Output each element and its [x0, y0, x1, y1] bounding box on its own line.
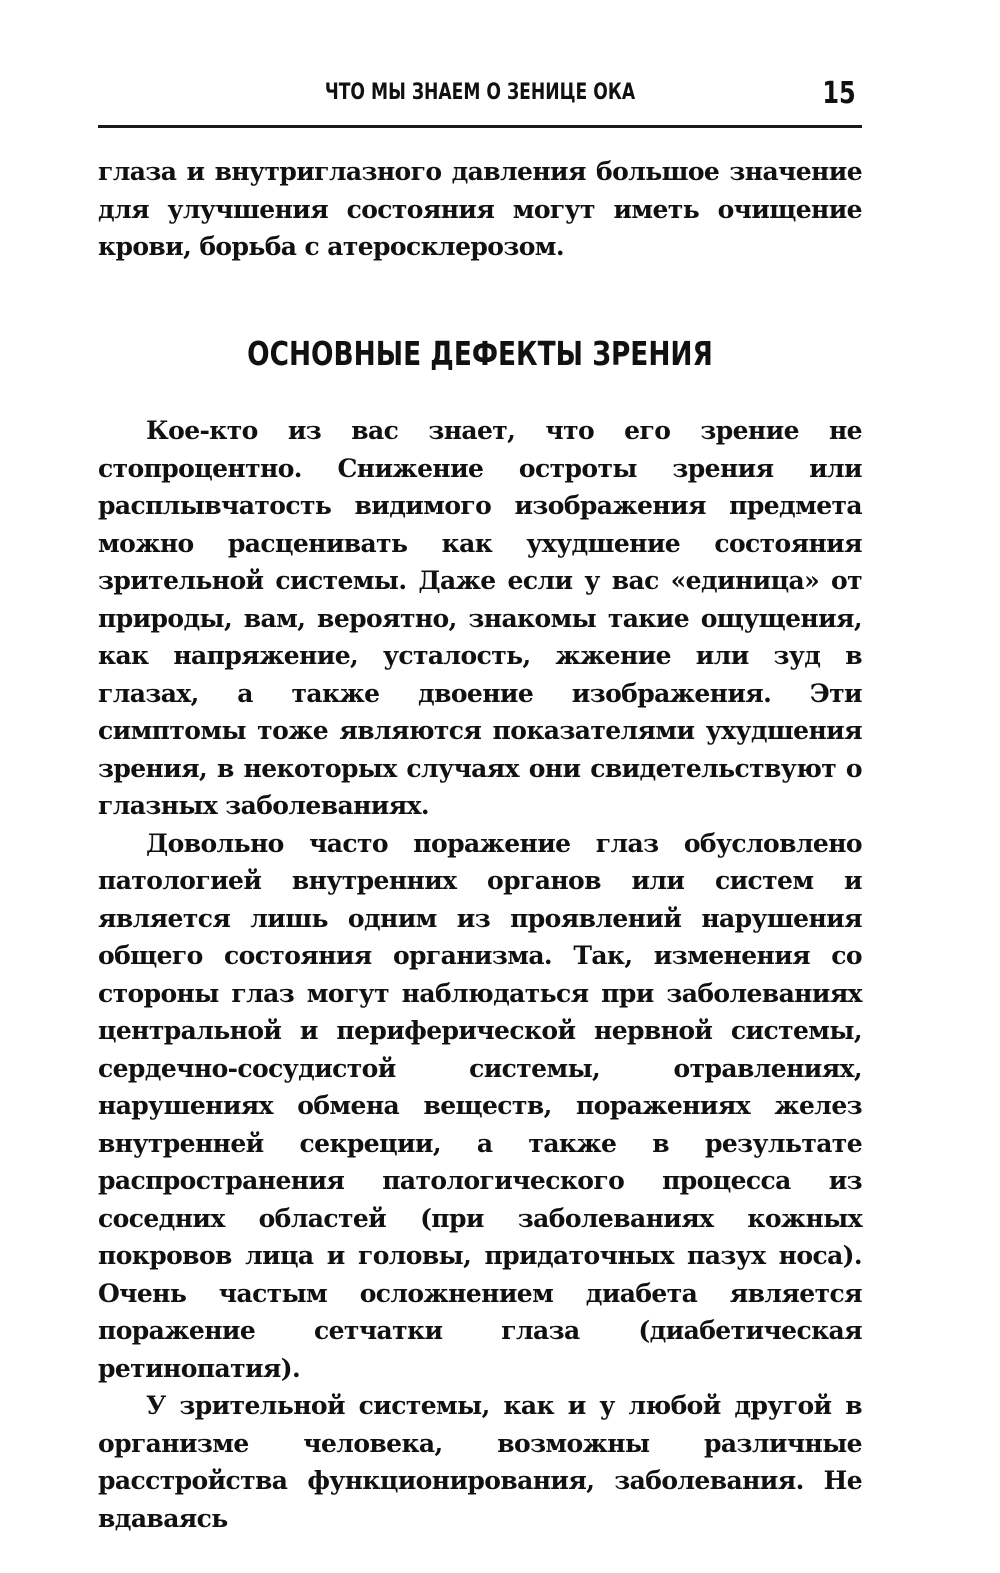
paragraph-1: Кое-кто из вас знает, что его зрение не стопроцентно. Снижение остроты зрения или расплывчатость видимого изображения предмета можно расценивать как ухудшение состояния зрительной системы. Даже если у вас «единица» от природы, вам, вероятно, знакомы такие ощущения, как напряжение, усталость, жжение или зуд в глазах, а также двоение изображения. Эти симптомы тоже являются показателями ухудшения зрения, в некоторых случаях они свидетельствуют о глазных заболеваниях. [98, 416, 862, 820]
continuation-text [98, 153, 862, 266]
paragraph-2: Довольно часто поражение глаз обусловлено патологией внутренних органов или систем и является лишь одним из проявлений нарушения общего состояния организма. Так, изменения со стороны глаз могут наблюдаться при заболеваниях центральной и периферической нервной системы, сердечно-сосудистой системы, отравлениях, нарушениях обмена веществ, поражениях желез внутренней секреции, а также в результате распространения патологического процесса из соседних областей (при заболеваниях кожных покровов лица и головы, придаточных пазух носа). Очень частым осложнением диабета является поражение сетчатки глаза (диабетическая ретинопатия). [98, 828, 862, 1383]
section-body [98, 412, 862, 1537]
paragraph-3: У зрительной системы, как и у любой другой в организме человека, возможны различные расстройства функционирования, заболевания. Не вдаваясь [98, 1391, 862, 1533]
section-heading: ОСНОВНЫЕ ДЕФЕКТЫ ЗРЕНИЯ [247, 334, 713, 373]
running-header [98, 78, 862, 120]
continuation-paragraph: глаза и внутриглазного давления большое значение для улучшения состояния могут иметь очищение крови, борьба с атеросклерозом. [98, 157, 862, 261]
running-title: ЧТО МЫ ЗНАЕМ О ЗЕНИЦЕ ОКА [324, 80, 636, 105]
header-rule [98, 125, 862, 128]
page-number: 15 [822, 76, 856, 111]
